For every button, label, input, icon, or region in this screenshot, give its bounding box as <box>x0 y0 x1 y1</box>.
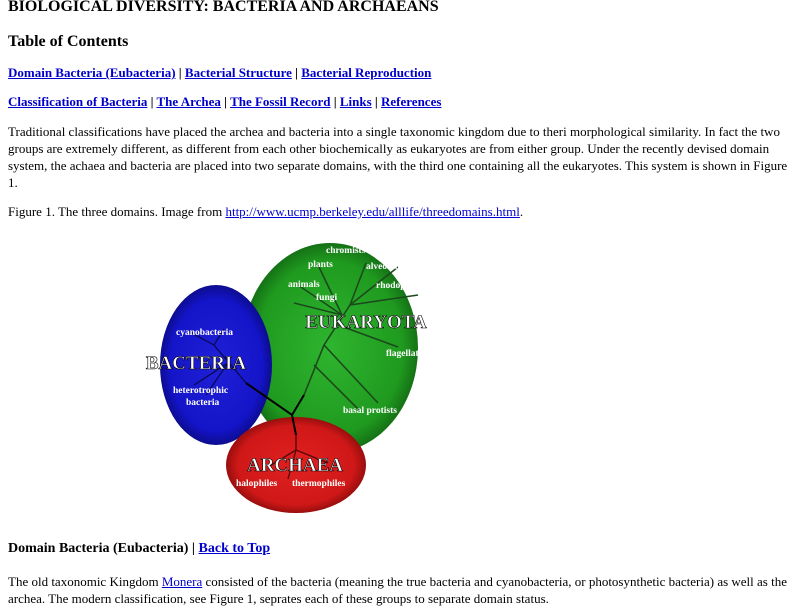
toc-link-bacterial-structure[interactable]: Bacterial Structure <box>184 65 292 80</box>
label-fungi: fungi <box>316 293 338 303</box>
label-cyanobacteria: cyanobacteria <box>176 328 233 338</box>
archaea-label: ARCHAEA <box>246 455 344 476</box>
monera-link[interactable]: Monera <box>161 574 203 589</box>
section-heading-domain-bacteria <box>8 541 270 557</box>
label-heterotrophic: heterotrophic <box>173 386 229 396</box>
toc-link-fossil-record[interactable]: The Fossil Record <box>230 94 331 109</box>
back-to-top-link[interactable]: Back to Top <box>198 541 271 556</box>
bacteria-label: BACTERIA <box>145 353 247 374</box>
toc-separator: | <box>295 65 299 80</box>
toc-link-archea[interactable]: The Archea <box>156 94 221 109</box>
figure-caption-text: Figure 1. The three domains. Image from <box>8 204 226 219</box>
body-text-before: The old taxonomic Kingdom <box>8 574 162 589</box>
toc-heading: Table of Contents <box>8 33 129 50</box>
label-plants: plants <box>308 260 333 270</box>
label-bacteria-small: bacteria <box>186 398 220 408</box>
label-animals: animals <box>288 280 320 290</box>
toc-separator: | <box>224 94 228 109</box>
figure-source-link[interactable]: http://www.ucmp.berkeley.edu/alllife/threedomains.html <box>225 204 520 219</box>
three-domains-figure <box>128 235 458 525</box>
toc-link-links[interactable]: Links <box>339 94 372 109</box>
eukaryota-label: EUKARYOTA <box>305 312 427 333</box>
toc-link-classification[interactable]: Classification of Bacteria <box>8 94 148 109</box>
intro-paragraph: Traditional classifications have placed the archea and bacteria into a single taxonomic kingdom due to theri morphological similarity. In fact the two groups are extremely different, as different from each other biochemically as eukaryotes are from either group. Under the recently devised domain system, the achaea and bacteria are placed into two separate domains, with the third one containing all the eukaryotes. This system is shown in Figure 1. <box>8 124 788 190</box>
label-rhodophytes: rhodophytes <box>376 281 427 291</box>
toc-link-references[interactable]: References <box>381 94 442 109</box>
figure-caption <box>8 205 523 220</box>
toc-row-2 <box>8 95 441 110</box>
toc-link-domain-bacteria[interactable]: Domain Bacteria (Eubacteria) <box>8 65 176 80</box>
toc-row-1 <box>8 66 431 81</box>
body-paragraph <box>8 573 790 607</box>
section-separator: | <box>188 541 199 556</box>
toc-separator: | <box>150 94 154 109</box>
figure-caption-end: . <box>519 204 524 219</box>
toc-separator: | <box>178 65 182 80</box>
label-halophiles: halophiles <box>236 479 278 489</box>
body-text-after: consisted of the bacteria (meaning the true bacteria and cyanobacteria, or photosynthetic bacteria) as well as the archea. The modern classification, see Figure 1, seprates each of these groups to separate domain status. <box>8 574 787 606</box>
label-basal-protists: basal protists <box>343 406 397 416</box>
label-chromists: chromists <box>326 246 366 256</box>
page-title: BIOLOGICAL DIVERSITY: BACTERIA AND ARCHAEANS <box>8 0 439 15</box>
section-title: Domain Bacteria (Eubacteria) <box>8 541 189 556</box>
label-alveolates: alveolates <box>366 262 406 272</box>
label-flagellates: flagellates <box>386 349 427 359</box>
toc-separator: | <box>333 94 337 109</box>
toc-link-bacterial-reproduction[interactable]: Bacterial Reproduction <box>301 65 432 80</box>
label-thermophiles: thermophiles <box>292 479 346 489</box>
toc-separator: | <box>374 94 378 109</box>
three-domains-image <box>128 235 458 525</box>
